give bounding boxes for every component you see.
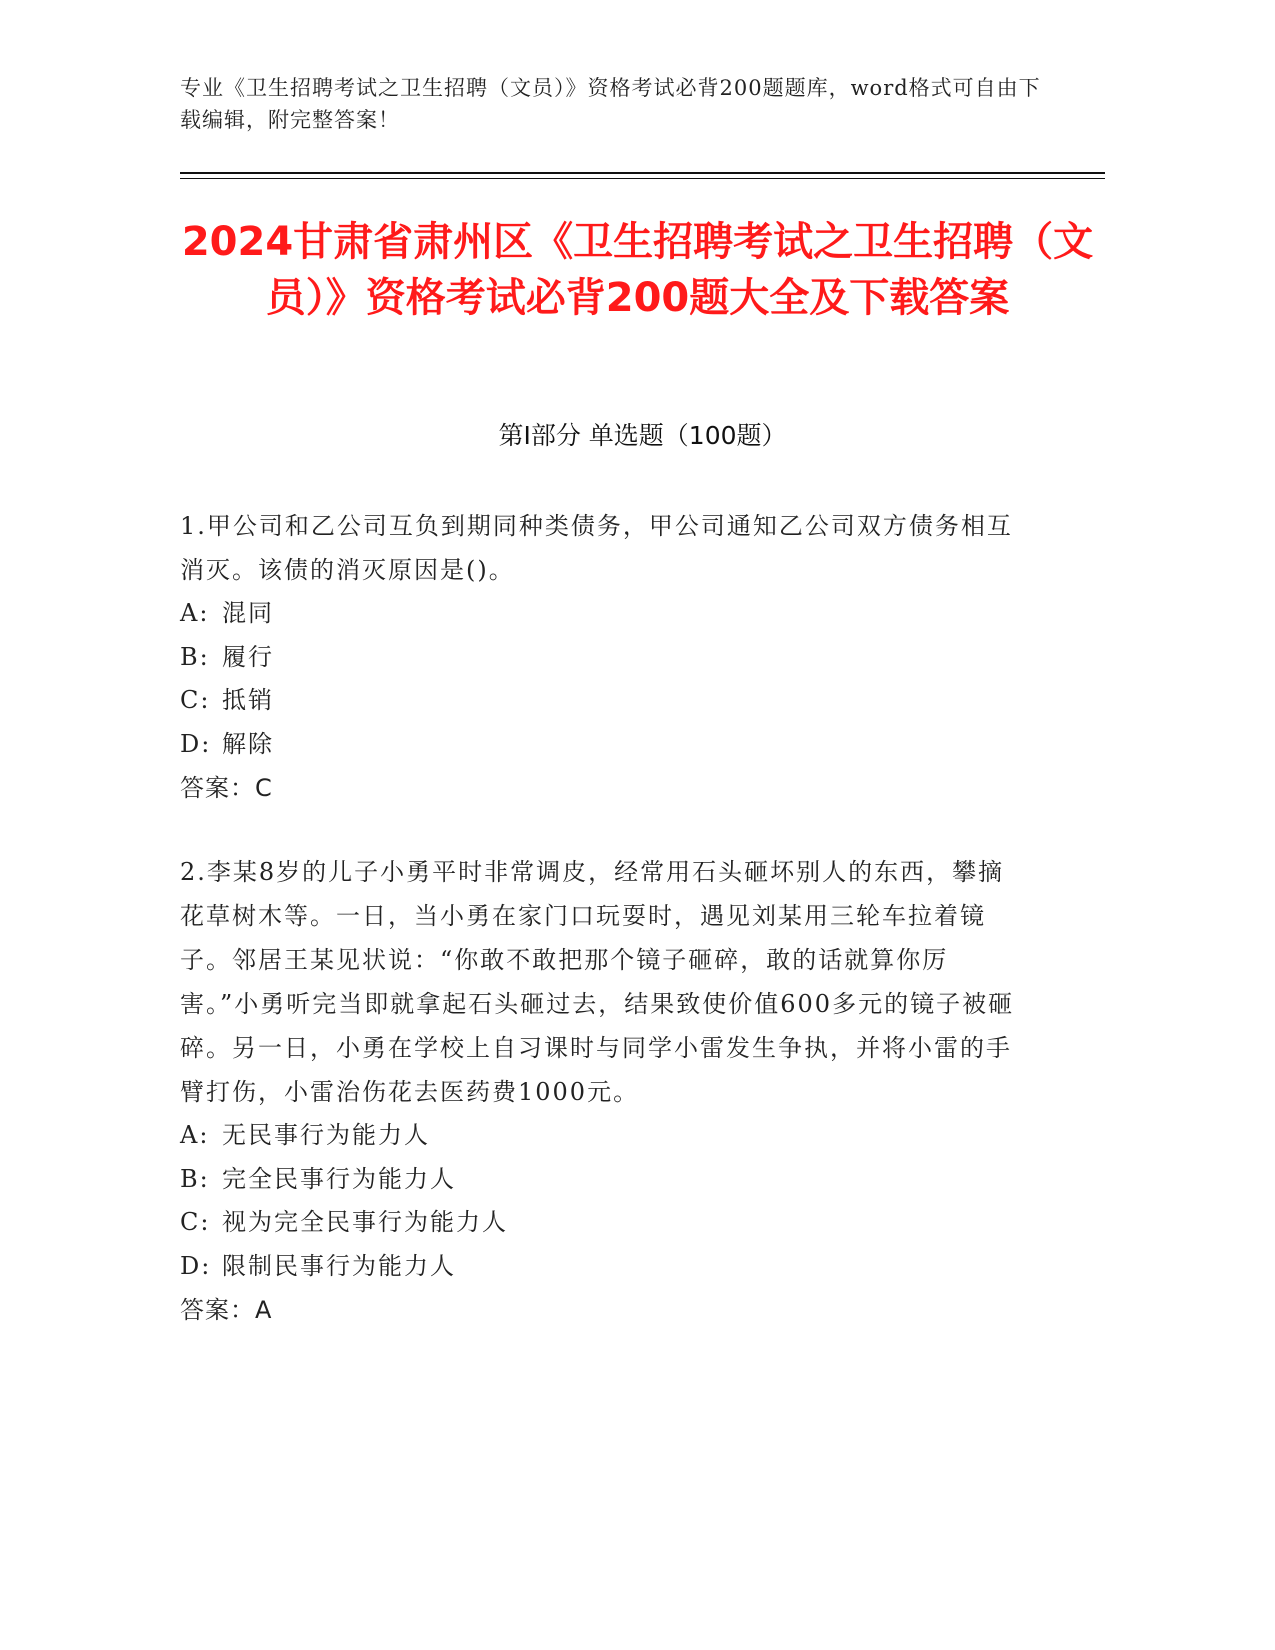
option-d [180, 1245, 1020, 1289]
option-key: C: [180, 1208, 211, 1236]
option-text: 解除 [222, 729, 274, 758]
option-key: D: [180, 729, 212, 758]
section-title: 第I部分 单选题（100题） [498, 421, 787, 450]
option-a [180, 592, 1020, 636]
question-stem: 2.李某8岁的儿子小勇平时非常调皮，经常用石头砸坏别人的东西，攀摘花草树木等。一日，当小勇在家门口玩耍时，遇见刘某用三轮车拉着镜子。邻居王某见状说：“你敢不敢把那个镜子砸碎，敢的话就算你厉害。”小勇听完当即就拿起石头砸过去，结果致使价值600多元的镜子被砸碎。另一日，小勇在学校上自习课时与同学小雷发生争执，并将小雷的手臂打伤，小雷治伤花去医药费1000元。 [180, 858, 1015, 1106]
option-b [180, 1158, 1020, 1202]
answer: 答案：C [180, 774, 273, 802]
option-text: 抵销 [222, 686, 274, 714]
option-d [180, 723, 1020, 767]
option-key: D: [180, 1251, 212, 1280]
option-c [180, 1201, 1020, 1245]
option-text: 履行 [222, 642, 274, 671]
answer: 答案：A [180, 1296, 273, 1324]
header-note: 专业《卫生招聘考试之卫生招聘（文员）》资格考试必背200题题库，word格式可自由下载编辑，附完整答案！ [180, 76, 1041, 132]
option-key: C: [180, 686, 211, 714]
option-key: B: [180, 642, 210, 671]
option-key: B: [180, 1164, 210, 1193]
option-text: 限制民事行为能力人 [222, 1251, 456, 1280]
option-text: 完全民事行为能力人 [222, 1164, 456, 1193]
option-key: A: [180, 599, 210, 627]
header-divider-thin [180, 178, 1105, 179]
header-divider-thick [180, 172, 1105, 174]
option-text: 视为完全民事行为能力人 [222, 1208, 508, 1236]
option-text: 混同 [222, 599, 274, 627]
option-text: 无民事行为能力人 [222, 1121, 430, 1149]
question-stem: 1.甲公司和乙公司互负到期同种类债务，甲公司通知乙公司双方债务相互消灭。该债的消灭原因是()。 [180, 512, 1013, 584]
option-a [180, 1114, 1020, 1158]
document-title: 2024甘肃省肃州区《卫生招聘考试之卫生招聘（文员）》资格考试必背200题大全及下载答案 [181, 219, 1094, 321]
option-key: A: [180, 1121, 210, 1149]
question-2 [180, 850, 1020, 1332]
question-1 [180, 504, 1020, 810]
option-c [180, 679, 1020, 723]
option-b [180, 636, 1020, 680]
